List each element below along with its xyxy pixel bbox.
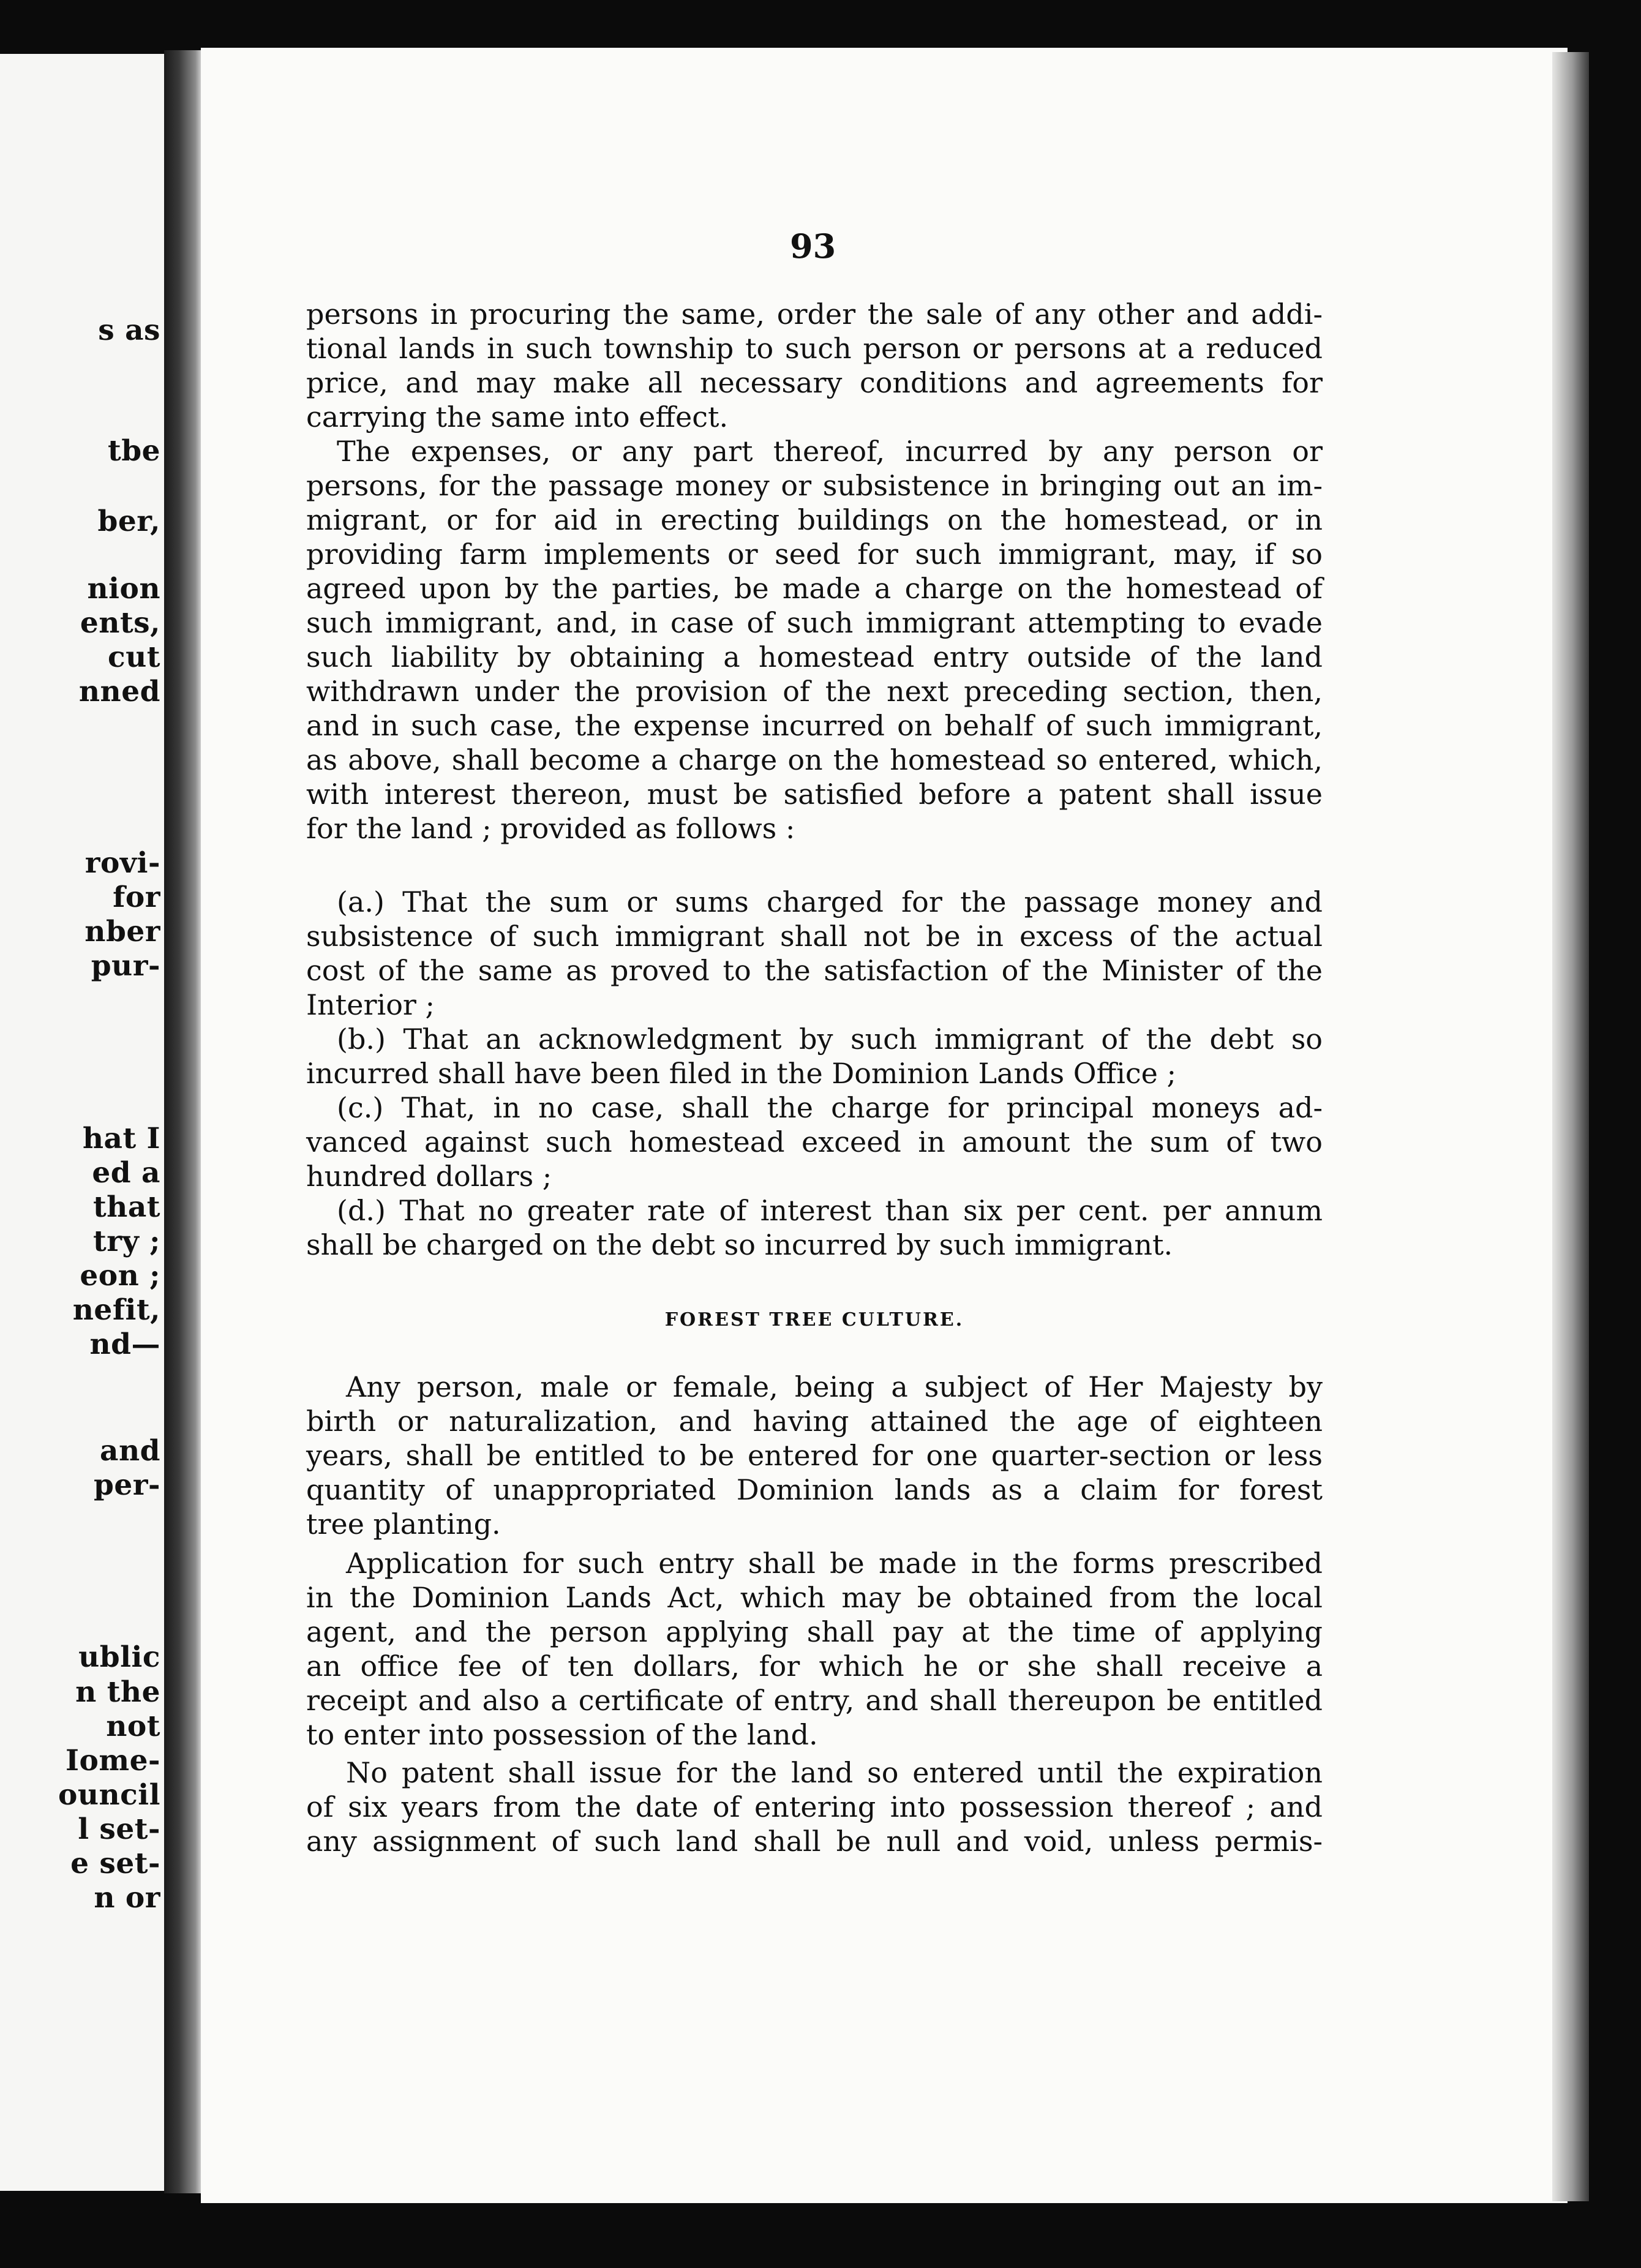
provision-line: hundred dollars ; <box>306 1160 552 1193</box>
left-page-line: try ; <box>93 1225 160 1258</box>
text-line: receipt and also a certificate of entry, and shall thereupon be entitled <box>306 1684 1323 1717</box>
text-line: such liability by obtaining a homestead entry outside of the land <box>306 640 1323 674</box>
left-page-line: nber <box>84 915 160 948</box>
left-page-line: ed a <box>92 1156 160 1190</box>
left-page-line: pur- <box>91 949 160 983</box>
provision-line: (a.) That the sum or sums charged for the passage money and <box>337 885 1323 918</box>
text-line: Any person, male or female, being a subject of Her Majesty by <box>346 1370 1323 1403</box>
text-line: tree planting. <box>306 1508 501 1541</box>
left-page-line: eon ; <box>80 1259 160 1293</box>
left-page-line: Iome- <box>66 1744 160 1778</box>
provision-line: subsistence of such immigrant shall not be in excess of the actual <box>306 920 1323 953</box>
left-page-line: nefit, <box>72 1293 160 1327</box>
text-line: No patent shall issue for the land so entered until the expiration <box>346 1756 1323 1789</box>
text-line: migrant, or for aid in erecting buildings on the homestead, or in <box>306 503 1323 536</box>
page-number: 93 <box>790 227 836 266</box>
book-gutter <box>164 50 201 2193</box>
left-page-line: e set- <box>70 1847 160 1880</box>
provision-line: (c.) That, in no case, shall the charge for principal moneys ad- <box>337 1091 1323 1124</box>
text-line: agreed upon by the parties, be made a charge on the homestead of <box>306 572 1323 605</box>
text-line: carrying the same into effect. <box>306 400 729 434</box>
left-page-line: s as <box>98 314 160 347</box>
left-page-line: per- <box>93 1468 160 1502</box>
text-line: as above, shall become a charge on the homestead so entered, which, <box>306 743 1323 776</box>
text-line: tional lands in such township to such person or persons at a reduced <box>306 332 1323 365</box>
left-page-line: not <box>106 1710 160 1743</box>
text-line: quantity of unappropriated Dominion lands as a claim for forest <box>306 1473 1323 1506</box>
left-page-line: that <box>92 1190 160 1224</box>
provision-line: shall be charged on the debt so incurred by such immigrant. <box>306 1228 1173 1261</box>
text-line: Application for such entry shall be made in the forms prescribed <box>346 1547 1323 1580</box>
left-page-line: nned <box>78 675 160 708</box>
left-page-line: for <box>113 881 160 914</box>
left-facing-page <box>0 54 164 2191</box>
left-page-line: n the <box>75 1675 160 1709</box>
left-page-line: n or <box>94 1881 160 1915</box>
provision-line: (b.) That an acknowledgment by such immigrant of the debt so <box>337 1023 1323 1056</box>
provision-line: (d.) That no greater rate of interest than six per cent. per annum <box>337 1194 1323 1227</box>
text-line: in the Dominion Lands Act, which may be obtained from the local <box>306 1581 1323 1614</box>
text-line: The expenses, or any part thereof, incurred by any person or <box>337 435 1323 468</box>
text-line: price, and may make all necessary conditions and agreements for <box>306 366 1323 399</box>
text-line: years, shall be entitled to be entered for one quarter-section or less <box>306 1439 1323 1472</box>
provision-line: cost of the same as proved to the satisfaction of the Minister of the <box>306 954 1323 987</box>
page-edge-shadow <box>1552 52 1589 2201</box>
text-line: persons, for the passage money or subsistence in bringing out an im- <box>306 469 1323 502</box>
text-line: of six years from the date of entering into possession thereof ; and <box>306 1790 1323 1823</box>
text-line: such immigrant, and, in case of such immigrant attempting to evade <box>306 606 1323 639</box>
text-line: agent, and the person applying shall pay at the time of applying <box>306 1615 1323 1648</box>
text-line: persons in procuring the same, order the sale of any other and addi- <box>306 298 1323 331</box>
left-page-line: hat I <box>82 1122 160 1155</box>
left-page-line: ublic <box>78 1640 160 1674</box>
text-line: an office fee of ten dollars, for which he or she shall receive a <box>306 1650 1323 1683</box>
left-page-line: ents, <box>80 606 160 640</box>
text-line: with interest thereon, must be satisfied before a patent shall issue <box>306 778 1323 811</box>
left-page-line: nd— <box>89 1327 160 1361</box>
left-page-line: and <box>100 1434 160 1468</box>
left-page-line: l set- <box>78 1812 160 1846</box>
left-page-line: nion <box>87 572 160 606</box>
provision-line: Interior ; <box>306 988 435 1021</box>
left-page-line: rovi- <box>84 846 160 880</box>
text-line: providing farm implements or seed for such immigrant, may, if so <box>306 538 1323 571</box>
left-page-line: ber, <box>97 505 160 538</box>
left-page-line: ouncil <box>58 1778 160 1812</box>
text-line: birth or naturalization, and having attained the age of eighteen <box>306 1405 1323 1438</box>
text-line: withdrawn under the provision of the next preceding section, then, <box>306 675 1323 708</box>
text-line: to enter into possession of the land. <box>306 1718 818 1751</box>
text-line: any assignment of such land shall be null and void, unless permis- <box>306 1825 1323 1858</box>
section-heading: FOREST TREE CULTURE. <box>664 1309 964 1331</box>
left-page-line: cut <box>108 640 160 674</box>
text-line: for the land ; provided as follows : <box>306 812 795 845</box>
provision-line: vanced against such homestead exceed in amount the sum of two <box>306 1125 1323 1158</box>
text-line: and in such case, the expense incurred on behalf of such immigrant, <box>306 709 1323 742</box>
left-page-line: tbe <box>108 434 160 468</box>
provision-line: incurred shall have been filed in the Dominion Lands Office ; <box>306 1057 1176 1090</box>
